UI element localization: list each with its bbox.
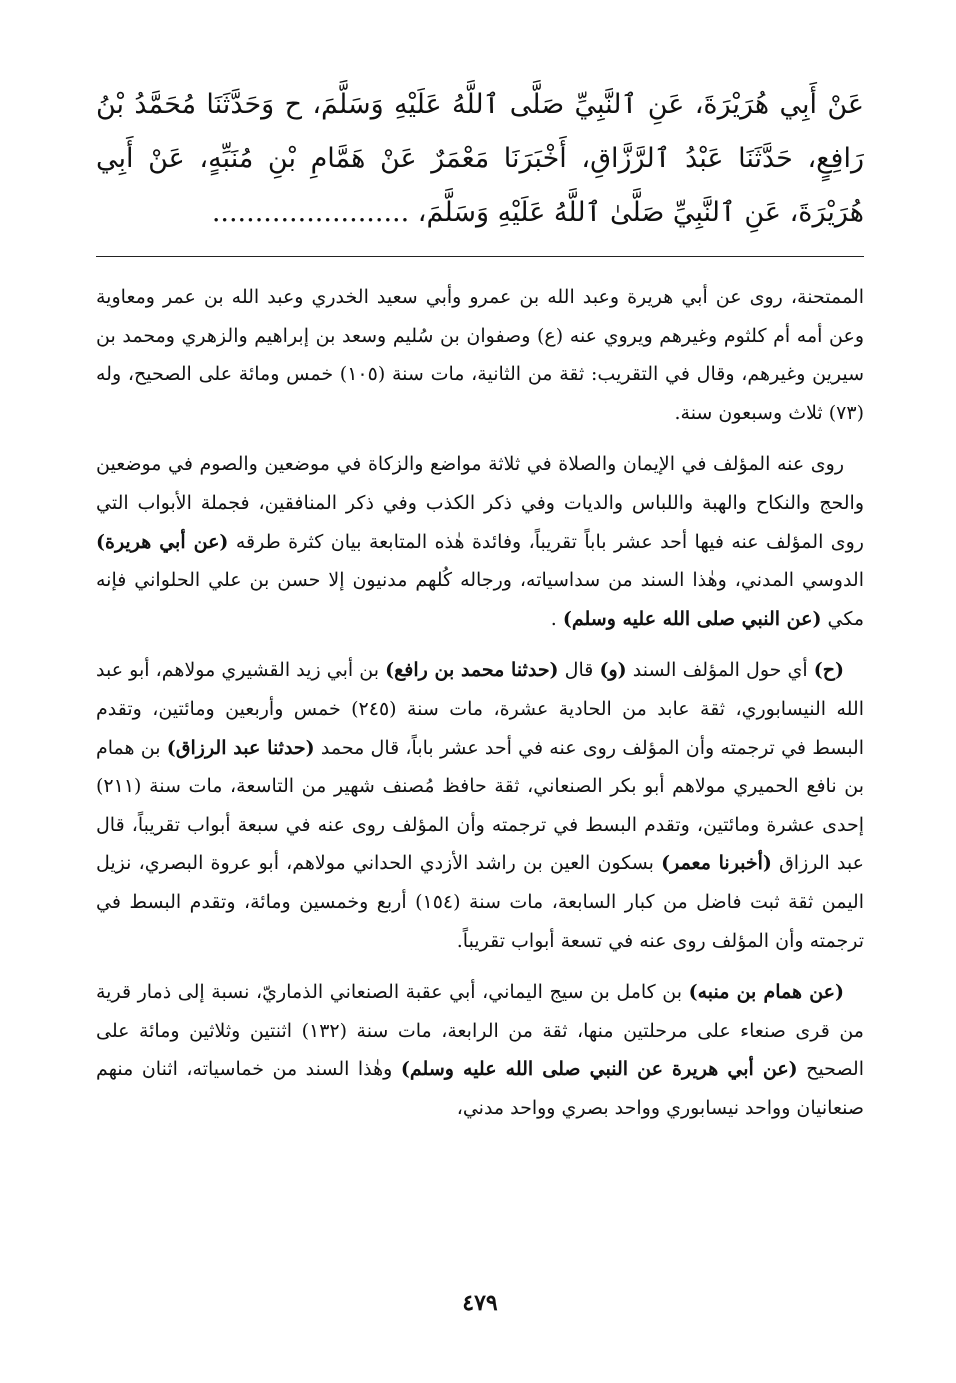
text-run: بن همام بن نافع الحميري مولاهم أبو بكر الصنعاني، ثقة حافظ مُصنف شهير من التاسعة، مات سنة (٢١١) إحدى عشرة ومائتين، وتقدم البسط في ترجمته وأن المؤلف روى عنه في سبعة أبواب تقريباً، قال عبد الرزاق (96, 736, 864, 875)
text-run: بسكون العين بن راشد الأزدي الحداني مولاهم، أبو عروة البصري، نزيل اليمن ثقة ثبت فاضل من كبار السابعة، مات سنة (١٥٤) أربع وخمسين ومائة، وتقدم البسط في ترجمته وأن المؤلف روى عنه في تسعة أبواب تقريباً. (96, 852, 864, 952)
bold-quote: (عن همام بن منبه) (688, 981, 844, 1004)
bold-quote: (عن أبي هريرة عن النبي صلى الله عليه وسلم) (400, 1058, 798, 1081)
hadith-text: عَنْ أَبِي هُرَيْرَةَ، عَنِ ٱلنَّبِيِّ صَلَّى ٱللَّهُ عَلَيْهِ وَسَلَّمَ، ح وَحَدَّثَنَا مُحَمَّدُ بْنُ رَافِعٍ، حَدَّثَنَا عَبْدُ ٱلرَّزَّاقِ، أَخْبَرَنَا مَعْمَرٌ عَنْ هَمَّامِ بْنِ مُنَبِّهٍ، عَنْ أَبِي هُرَيْرَةَ، عَنِ ٱلنَّبِيِّ صَلَّىٰ ٱللَّهُ عَلَيْهِ وَسَلَّمَ، ....................... (96, 89, 864, 228)
footnote-separator-line (96, 256, 864, 257)
commentary-paragraph-2 (96, 445, 864, 638)
text-run: الدوسي المدني، وهٰذا السند من سداسياته، ورجاله كُلهم مدنيون إلا حسن بن علي الحلواني فإنه مكي (96, 569, 864, 630)
commentary-block (96, 278, 864, 1140)
text-run: بن كامل بن سيج اليماني، أبي عقبة الصنعاني الذماريّ، نسبة إلى ذمار قرية من قرى صنعاء على مرحلتين منها، ثقة من الرابعة، مات سنة (١٣٢) اثنتين وثلاثين ومائة على الصحيح (96, 981, 864, 1081)
text-run: . (550, 607, 563, 630)
text-run: بن أبي زيد القشيري مولاهم، أبو عبد الله النيسابوري، ثقة عابد من الحادية عشرة، مات سنة (٢٤٥) خمس وأربعين ومائتين، وتقدم البسط في ترجمته وأن المؤلف روى عنه في أحد عشر باباً، قال محمد (96, 659, 864, 759)
commentary-paragraph-1: الممتحنة، روى عن أبي هريرة وعبد الله بن عمرو وأبي سعيد الخدري وعبد الله بن عمر ومعاوية وعن أمه أم كلثوم وغيرهم ويروي عنه (ع) وصفوان بن سُليم وسعد بن إبراهيم والزهري ومحمد بن سيرين وغيرهم، وقال في التقريب: ثقة من الثانية، مات سنة (١٠٥) خمس ومائة على الصحيح، وله (٧٣) ثلاث وسبعون سنة. (96, 286, 864, 424)
commentary-paragraph-4 (96, 973, 864, 1127)
hadith-text-block (96, 78, 864, 240)
bold-quote: (عن أبي هريرة) (96, 530, 229, 553)
commentary-paragraph-3 (96, 651, 864, 960)
text-run: أي حول المؤلف السند (626, 659, 814, 682)
bold-quote: (و) (599, 659, 627, 682)
book-page (96, 0, 864, 1383)
text-run: قال (558, 659, 600, 682)
bold-quote: (ح) (813, 659, 845, 682)
text-run: وهٰذا السند من خماسياته، اثنان منهم صنعانيان وواحد نيسابوري وواحد بصري وواحد مدني، (96, 1058, 864, 1119)
bold-quote: (حدثنا محمد بن رافع) (385, 659, 559, 682)
bold-quote: (حدثنا عبد الرزاق) (166, 736, 315, 759)
text-run: روى عنه المؤلف في الإيمان والصلاة في ثلاثة مواضع والزكاة في موضعين والصوم في موضعين والحج والنكاح والهبة واللباس والديات وفي ذكر الكذب وفي ذكر المنافقين، فجملة الأبواب التي روى المؤلف عنه فيها أحد عشر باباً تقريباً، وفائدة هٰذه المتابعة بيان كثرة طرقه (96, 453, 864, 553)
bold-quote: (أخبرنا معمر) (661, 852, 772, 875)
page-number: ٤٧٩ (462, 1290, 498, 1316)
bold-quote: (عن النبي صلى الله عليه وسلم) (562, 607, 822, 630)
